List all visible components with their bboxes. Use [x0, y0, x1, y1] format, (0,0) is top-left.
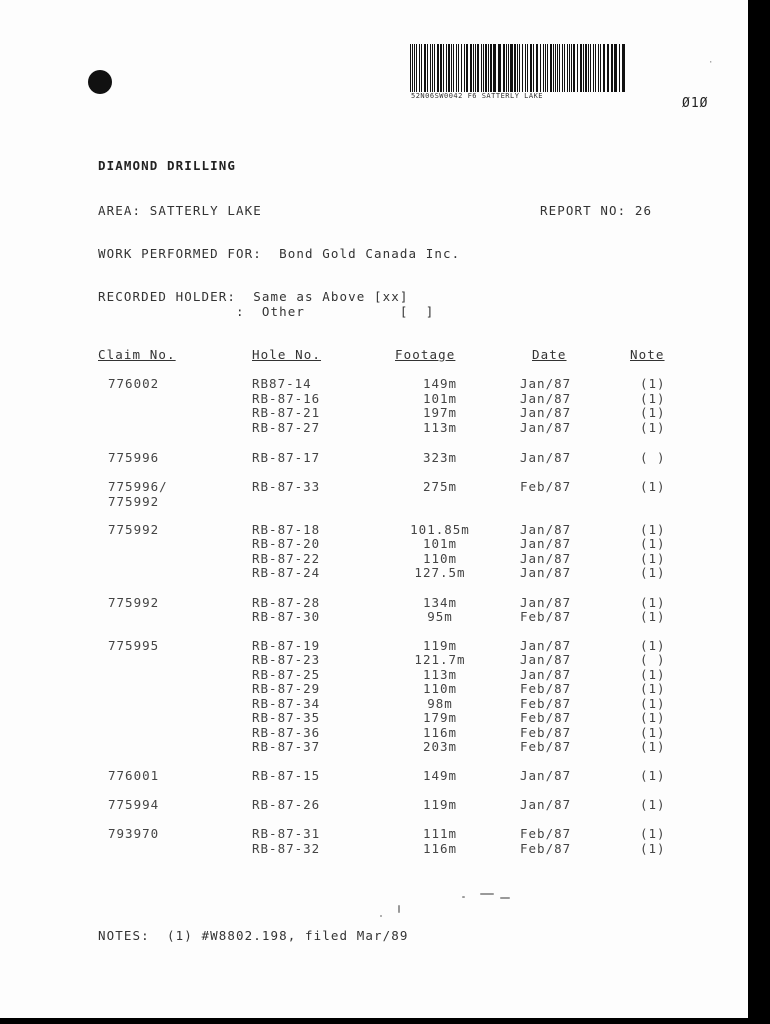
scan-speck — [380, 915, 382, 917]
date-cell: Jan/87 — [520, 595, 572, 610]
note-cell: (1) — [640, 551, 666, 566]
table-row — [0, 725, 748, 740]
footage-cell: 119m — [422, 638, 458, 653]
footage-cell: 149m — [422, 376, 458, 391]
claim-cell: 775994 — [108, 797, 160, 812]
footage-cell: 95m — [427, 609, 453, 624]
claim-cell: 775992 — [108, 494, 160, 509]
footage-cell: 111m — [422, 826, 458, 841]
date-cell: Feb/87 — [520, 841, 572, 856]
note-cell: (1) — [640, 595, 666, 610]
table-row — [0, 797, 748, 812]
hole-cell: RB-87-26 — [252, 797, 321, 812]
date-cell: Jan/87 — [520, 391, 572, 406]
footage-cell: 179m — [422, 710, 458, 725]
claim-cell: 775996/ — [108, 479, 168, 494]
scan-speck — [398, 905, 400, 913]
col-header-date: Date — [532, 347, 567, 362]
date-cell: Jan/87 — [520, 522, 572, 537]
date-cell: Feb/87 — [520, 725, 572, 740]
table-row — [0, 551, 748, 566]
hole-cell: RB-87-34 — [252, 696, 321, 711]
date-cell: Feb/87 — [520, 710, 572, 725]
hole-cell: RB-87-35 — [252, 710, 321, 725]
hole-cell: RB-87-23 — [252, 652, 321, 667]
table-row — [0, 405, 748, 420]
hole-cell: RB-87-15 — [252, 768, 321, 783]
col-header-footage: Footage — [395, 347, 456, 362]
table-row — [0, 696, 748, 711]
date-cell: Jan/87 — [520, 768, 572, 783]
hole-cell: RB-87-29 — [252, 681, 321, 696]
footage-cell: 110m — [422, 551, 458, 566]
date-cell: Jan/87 — [520, 551, 572, 566]
note-cell: (1) — [640, 638, 666, 653]
date-cell: Jan/87 — [520, 652, 572, 667]
date-cell: Feb/87 — [520, 479, 572, 494]
note-cell: (1) — [640, 405, 666, 420]
claim-cell: 775992 — [108, 522, 160, 537]
hole-cell: RB-87-21 — [252, 405, 321, 420]
hole-cell: RB-87-33 — [252, 479, 321, 494]
table-row — [0, 565, 748, 580]
footage-cell: 101.85m — [410, 522, 470, 537]
footage-cell: 197m — [422, 405, 458, 420]
table-row — [0, 536, 748, 551]
scan-speck — [500, 897, 510, 899]
hole-cell: RB-87-30 — [252, 609, 321, 624]
hole-cell: RB-87-18 — [252, 522, 321, 537]
table-row — [0, 595, 748, 610]
footage-cell: 101m — [422, 536, 458, 551]
date-cell: Jan/87 — [520, 450, 572, 465]
barcode-caption: 52N06SW0042 F6 SATTERLY LAKE — [411, 92, 544, 100]
hole-cell: RB87-14 — [252, 376, 312, 391]
date-cell: Feb/87 — [520, 681, 572, 696]
hole-cell: RB-87-20 — [252, 536, 321, 551]
table-row — [0, 522, 748, 537]
scan-speck — [462, 896, 465, 898]
hole-cell: RB-87-37 — [252, 739, 321, 754]
date-cell: Feb/87 — [520, 826, 572, 841]
hole-cell: RB-87-24 — [252, 565, 321, 580]
claim-cell: 775992 — [108, 595, 160, 610]
table-row — [0, 609, 748, 624]
footage-cell: 113m — [422, 667, 458, 682]
table-row — [0, 681, 748, 696]
hole-cell: RB-87-31 — [252, 826, 321, 841]
date-cell: Jan/87 — [520, 638, 572, 653]
date-cell: Feb/87 — [520, 609, 572, 624]
footage-cell: 110m — [422, 681, 458, 696]
scan-speck: · — [708, 58, 714, 68]
footage-cell: 113m — [422, 420, 458, 435]
note-cell: (1) — [640, 826, 666, 841]
footage-cell: 121.7m — [414, 652, 466, 667]
table-row — [0, 376, 748, 391]
date-cell: Jan/87 — [520, 797, 572, 812]
note-cell: (1) — [640, 768, 666, 783]
table-row — [0, 494, 748, 509]
note-cell: (1) — [640, 536, 666, 551]
date-cell: Jan/87 — [520, 565, 572, 580]
notes-line: NOTES: (1) #W8802.198, filed Mar/89 — [98, 928, 409, 943]
hole-cell: RB-87-36 — [252, 725, 321, 740]
claim-cell: 775995 — [108, 638, 160, 653]
scan-speck — [480, 893, 494, 895]
claim-cell: 776002 — [108, 376, 160, 391]
note-cell: (1) — [640, 479, 666, 494]
table-row — [0, 826, 748, 841]
hole-cell: RB-87-17 — [252, 450, 321, 465]
footage-cell: 101m — [422, 391, 458, 406]
table-row — [0, 479, 748, 494]
claim-cell: 793970 — [108, 826, 160, 841]
col-header-claim: Claim No. — [98, 347, 176, 362]
footage-cell: 149m — [422, 768, 458, 783]
note-cell: (1) — [640, 376, 666, 391]
table-row — [0, 420, 748, 435]
note-cell: (1) — [640, 696, 666, 711]
doc-title: DIAMOND DRILLING — [98, 158, 237, 173]
col-header-hole: Hole No. — [252, 347, 322, 362]
note-cell: (1) — [640, 725, 666, 740]
date-cell: Jan/87 — [520, 667, 572, 682]
note-cell: (1) — [640, 841, 666, 856]
table-row — [0, 768, 748, 783]
table-row — [0, 710, 748, 725]
claim-cell: 776001 — [108, 768, 160, 783]
table-row — [0, 450, 748, 465]
hole-cell: RB-87-25 — [252, 667, 321, 682]
footage-cell: 127.5m — [414, 565, 466, 580]
barcode — [410, 44, 628, 92]
table-row — [0, 391, 748, 406]
date-cell: Jan/87 — [520, 420, 572, 435]
footage-cell: 134m — [422, 595, 458, 610]
note-cell: (1) — [640, 522, 666, 537]
note-cell: (1) — [640, 681, 666, 696]
footage-cell: 116m — [422, 841, 458, 856]
note-cell: ( ) — [640, 652, 666, 667]
note-cell: (1) — [640, 565, 666, 580]
note-cell: (1) — [640, 739, 666, 754]
note-cell: (1) — [640, 797, 666, 812]
date-cell: Jan/87 — [520, 536, 572, 551]
note-cell: (1) — [640, 391, 666, 406]
table-row — [0, 739, 748, 754]
date-cell: Jan/87 — [520, 405, 572, 420]
footage-cell: 98m — [427, 696, 453, 711]
footage-cell: 119m — [422, 797, 458, 812]
punch-hole — [88, 70, 112, 94]
work-performed-line: WORK PERFORMED FOR: Bond Gold Canada Inc. — [98, 246, 461, 261]
hole-cell: RB-87-28 — [252, 595, 321, 610]
table-row — [0, 841, 748, 856]
hole-cell: RB-87-32 — [252, 841, 321, 856]
recorded-holder-other-line: : Other [ ] — [98, 304, 435, 319]
page-code: Ø1Ø — [682, 96, 709, 111]
date-cell: Feb/87 — [520, 739, 572, 754]
claim-cell: 775996 — [108, 450, 160, 465]
footage-cell: 275m — [422, 479, 458, 494]
hole-cell: RB-87-16 — [252, 391, 321, 406]
date-cell: Jan/87 — [520, 376, 572, 391]
note-cell: (1) — [640, 609, 666, 624]
note-cell: (1) — [640, 420, 666, 435]
date-cell: Feb/87 — [520, 696, 572, 711]
table-row — [0, 638, 748, 653]
footage-cell: 203m — [422, 739, 458, 754]
recorded-holder-line: RECORDED HOLDER: Same as Above [xx] — [98, 289, 409, 304]
table-row — [0, 652, 748, 667]
report-number: REPORT NO: 26 — [540, 203, 653, 218]
table-row — [0, 667, 748, 682]
note-cell: (1) — [640, 710, 666, 725]
col-header-note: Note — [630, 347, 665, 362]
hole-cell: RB-87-27 — [252, 420, 321, 435]
footage-cell: 323m — [422, 450, 458, 465]
note-cell: ( ) — [640, 450, 666, 465]
area-line: AREA: SATTERLY LAKE — [98, 203, 262, 218]
note-cell: (1) — [640, 667, 666, 682]
hole-cell: RB-87-22 — [252, 551, 321, 566]
hole-cell: RB-87-19 — [252, 638, 321, 653]
footage-cell: 116m — [422, 725, 458, 740]
